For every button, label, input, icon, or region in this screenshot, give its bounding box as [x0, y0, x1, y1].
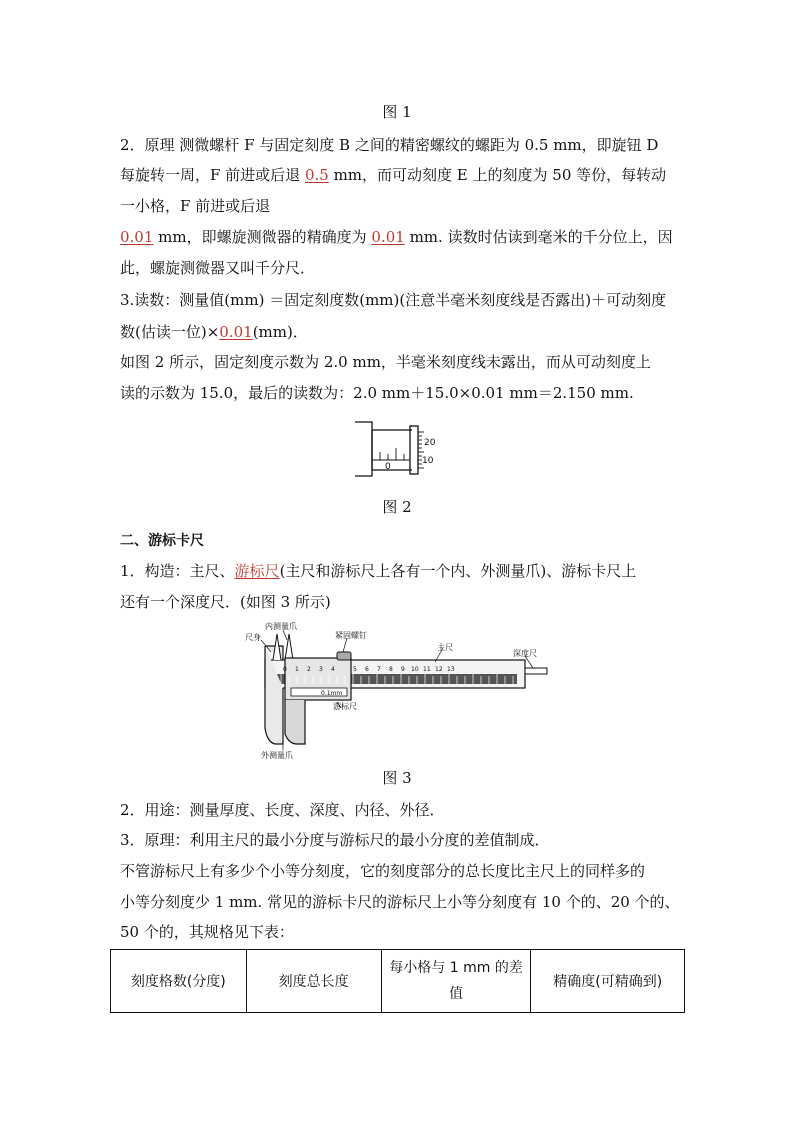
- table-header-row: [111, 950, 685, 1013]
- label-depth-rod: 深度尺: [513, 649, 537, 658]
- principle-line-5: 此，螺旋测微器又叫千分尺．: [120, 259, 316, 277]
- vernier-spec-table: [110, 949, 685, 1013]
- reading-line-1: 3.读数：测量值(mm) ＝固定刻度数(mm)(注意半毫米刻度线是否露出)＋可动刻度: [120, 291, 667, 309]
- vernier-principle-line-2: 不管游标尺上有多少个小等分刻度，它的刻度部分的总长度比主尺上的同样多的: [120, 862, 646, 880]
- scale-number: 6: [365, 666, 369, 673]
- vernier-principle-line-3: 小等分刻度少 1 mm. 常见的游标卡尺的游标尺上小等分刻度有 10 个的、20 个的、: [120, 893, 680, 911]
- scale-number: 11: [423, 666, 431, 673]
- vernier-principle-line-4: 50 个的，其规格见下表：: [120, 923, 294, 941]
- vernier-unit-label: 0.1mm: [321, 690, 343, 697]
- answer-reading-unit: 0.01: [219, 323, 253, 341]
- scale-number: 10: [411, 666, 419, 673]
- reading-line-3: 如图 2 所示，固定刻度示数为 2.0 mm，半毫米刻度线未露出，而从可动刻度上: [120, 353, 651, 371]
- label-body: 尺身: [245, 633, 261, 642]
- principle-line-4: 0.01 mm，即螺旋测微器的精确度为 0.01 mm. 读数时估读到毫米的千分位上，因: [120, 228, 673, 246]
- section-heading-vernier: 二、游标卡尺: [120, 533, 204, 549]
- label-inner-jaw: 内测量爪: [265, 622, 297, 631]
- scale-number: 8: [389, 666, 393, 673]
- scale-number: 9: [401, 666, 405, 673]
- label-outer-jaw: 外测量爪: [261, 751, 293, 760]
- micrometer-figure: [350, 418, 440, 480]
- label-vernier-scale: 游标尺: [333, 702, 357, 711]
- construction-line-1: 1．构造：主尺、游标尺(主尺和游标尺上各有一个内、外测量爪)、游标卡尺上: [120, 562, 637, 580]
- table-header-cell: 刻度格数(分度): [111, 950, 247, 1013]
- answer-precision: 0.01: [371, 228, 405, 246]
- scale-number: 5: [353, 666, 357, 673]
- vernier-caliper-figure: [225, 616, 555, 760]
- reading-line-4: 读的示数为 15.0，最后的读数为：2.0 mm＋15.0×0.01 mm＝2.150 mm.: [120, 384, 634, 402]
- scale-number: 13: [447, 666, 455, 673]
- vernier-principle-line-1: 3．原理：利用主尺的最小分度与游标尺的最小分度的差值制成．: [120, 831, 550, 849]
- scale-number: 12: [435, 666, 443, 673]
- answer-pitch: 0.5: [304, 166, 329, 184]
- micrometer-label-20: 20: [424, 438, 436, 448]
- reading-line-2: 数(估读一位)×0.01(mm)．: [120, 323, 308, 341]
- scale-number: 3: [319, 666, 323, 673]
- figure-1-caption: 图 1: [382, 103, 412, 121]
- micrometer-label-0: 0: [385, 462, 391, 472]
- label-main-scale: 主尺: [437, 643, 453, 652]
- scale-number: 1: [295, 666, 299, 673]
- answer-step: 0.01: [120, 228, 154, 246]
- principle-line-2: 每旋转一周，F 前进或后退 0.5 mm，而可动刻度 E 上的刻度为 50 等份，每转动: [120, 166, 667, 184]
- scale-number: 0: [283, 666, 287, 673]
- usage-line: 2．用途：测量厚度、长度、深度、内径、外径．: [120, 801, 445, 819]
- micrometer-label-10: 10: [422, 456, 434, 466]
- scale-number: 2: [307, 666, 311, 673]
- table-header-cell: 刻度总长度: [246, 950, 381, 1013]
- principle-line-3: 一小格，F 前进或后退: [120, 197, 271, 215]
- figure-2-caption: 图 2: [382, 498, 412, 516]
- scale-number: 4: [331, 666, 335, 673]
- construction-line-2: 还有一个深度尺．(如图 3 所示): [120, 593, 331, 611]
- figure-3-caption: 图 3: [382, 769, 412, 787]
- scale-number: 7: [377, 666, 381, 673]
- principle-line-1: 2．原理 测微螺杆 F 与固定刻度 B 之间的精密螺纹的螺距为 0.5 mm，即旋钮 D: [120, 136, 659, 154]
- table-header-cell: 精确度(可精确到): [531, 950, 685, 1013]
- label-screw: 紧固螺钉: [335, 631, 367, 640]
- answer-vernier: 游标尺: [234, 562, 280, 580]
- table-header-cell: 每小格与 1 mm 的差值: [381, 950, 531, 1013]
